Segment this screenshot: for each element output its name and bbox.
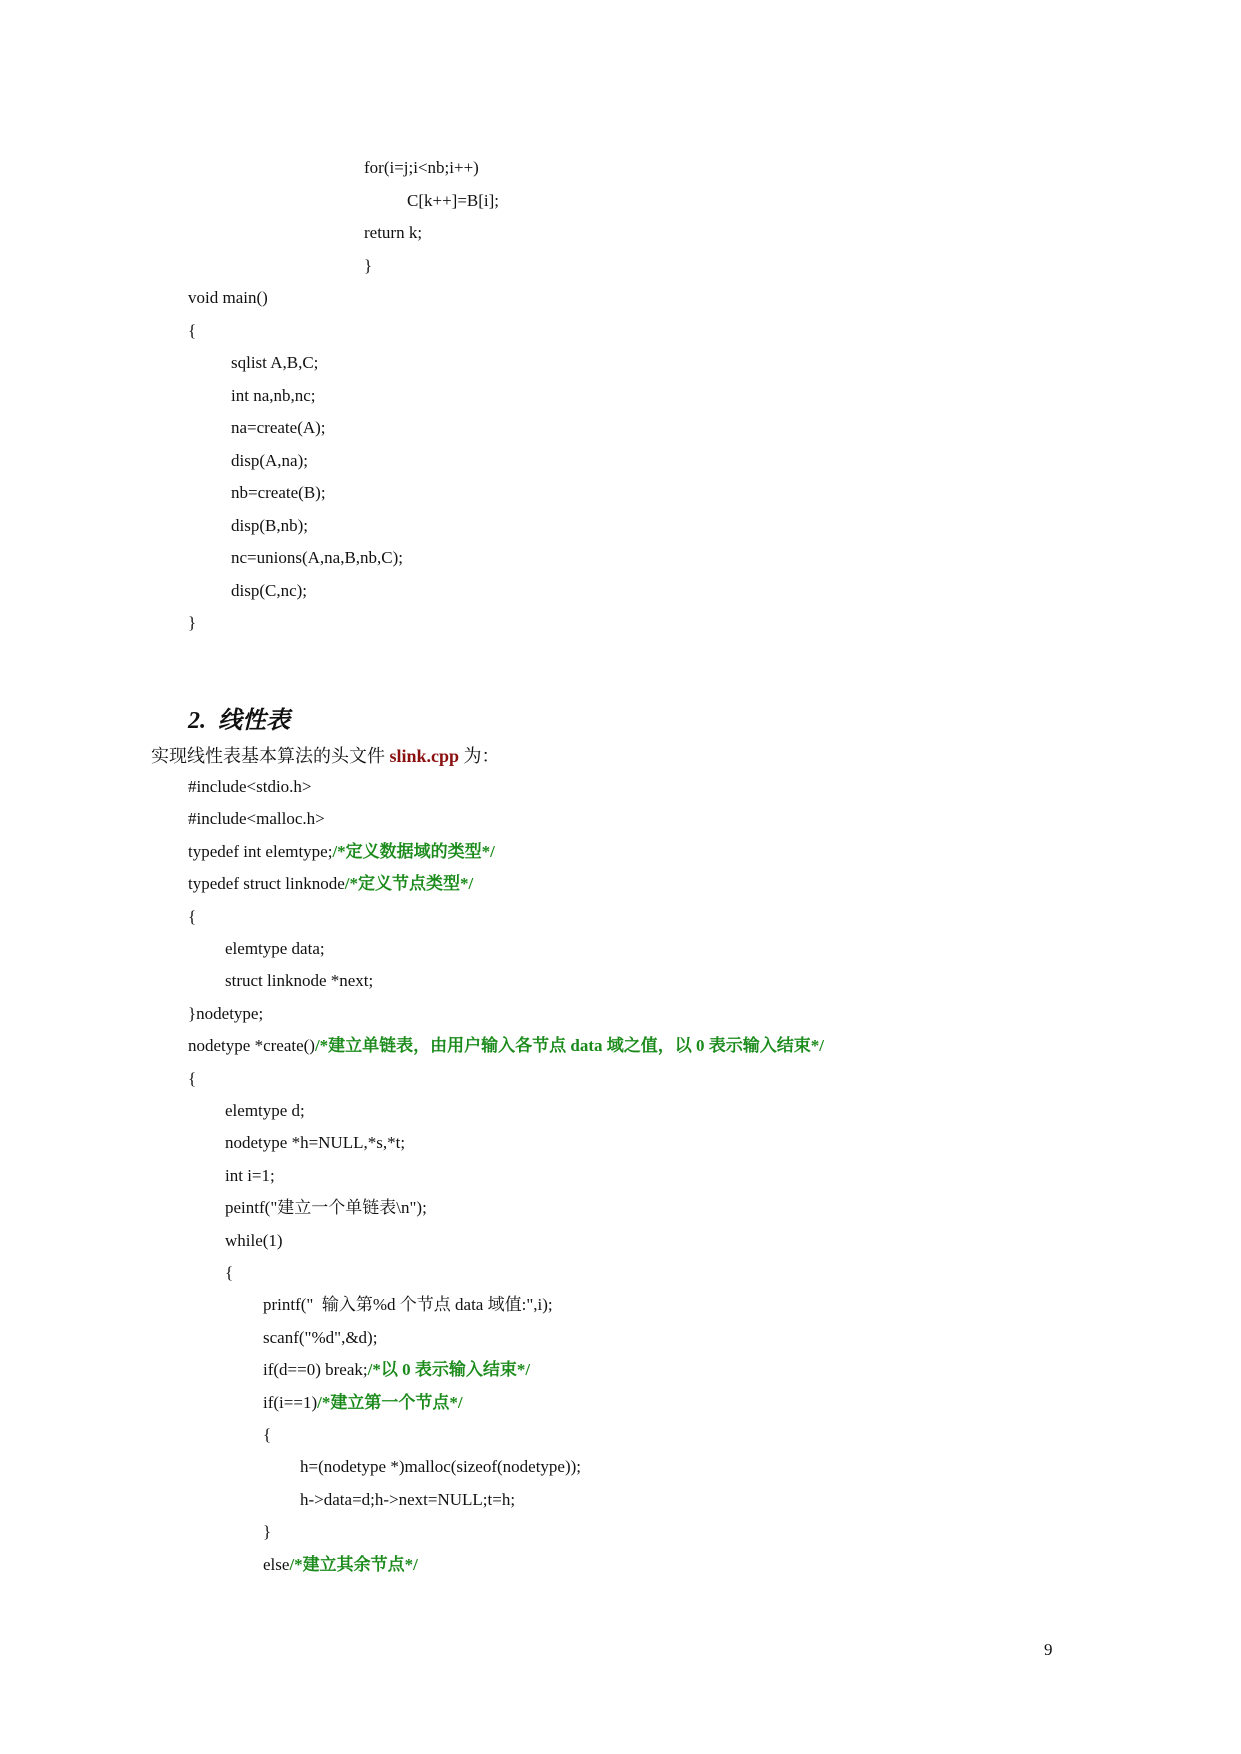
code-text: #include<malloc.h> <box>188 809 325 829</box>
code-line <box>188 902 196 932</box>
intro-line <box>151 741 500 771</box>
code-line <box>225 1161 275 1191</box>
code-line <box>407 186 499 216</box>
page-number: 9 <box>1044 1640 1053 1659</box>
code-line <box>364 218 422 248</box>
code-text: nb=create(B); <box>231 483 326 502</box>
code-text: typedef int elemtype; <box>188 841 333 861</box>
header-filename: slink.cpp <box>389 746 460 766</box>
code-text: disp(B,nb); <box>231 515 308 535</box>
code-text: if(d==0) break; <box>263 1360 368 1380</box>
code-line <box>188 283 268 313</box>
code-text: struct linknode *next; <box>225 971 374 991</box>
code-line <box>231 511 308 541</box>
code-line <box>263 1323 377 1353</box>
code-text: printf(" 输入第%d 个节点 data 域值:",i); <box>263 1295 553 1315</box>
code-line <box>263 1420 271 1450</box>
code-line <box>188 837 495 867</box>
code-line <box>263 1355 530 1385</box>
code-text: h->data=d;h->next=NULL;t=h; <box>300 1489 516 1509</box>
code-line <box>225 966 373 996</box>
intro-suffix: 为： <box>459 746 500 766</box>
code-line <box>364 251 372 281</box>
code-text: peintf("建立一个单链表\n"); <box>225 1198 427 1218</box>
code-text: nodetype *create() <box>188 1036 315 1056</box>
code-text: elemtype data; <box>225 939 325 958</box>
section-title: 线性表 <box>218 708 290 734</box>
code-line <box>225 1258 233 1288</box>
code-line <box>231 413 326 443</box>
code-text: C[k++]=B[i]; <box>407 190 500 210</box>
code-line <box>188 608 196 638</box>
code-line <box>231 478 326 508</box>
intro-prefix: 实现线性表基本算法的头文件 <box>151 746 390 766</box>
code-line <box>300 1452 581 1482</box>
code-line <box>188 316 196 346</box>
code-text: #include<stdio.h> <box>188 777 312 796</box>
code-text: sqlist A,B,C; <box>231 353 319 372</box>
code-text: disp(A,na); <box>231 450 308 470</box>
code-text: { <box>225 1263 234 1282</box>
code-text: nodetype *h=NULL,*s,*t; <box>225 1133 406 1153</box>
code-text: } <box>364 255 373 275</box>
code-line <box>225 1096 305 1126</box>
code-line <box>188 869 473 899</box>
code-text: int na,nb,nc; <box>231 385 316 405</box>
code-line <box>188 804 325 834</box>
code-comment: /*以 0 表示输入结束*/ <box>367 1360 531 1380</box>
code-line <box>188 772 312 802</box>
code-text: h=(nodetype *)malloc(sizeof(nodetype)); <box>300 1457 582 1477</box>
code-line <box>231 348 318 378</box>
code-text: return k; <box>364 223 423 242</box>
code-text: { <box>188 1068 197 1088</box>
code-line <box>364 153 479 183</box>
code-comment: /*建立其余节点*/ <box>289 1554 418 1574</box>
code-line <box>188 1031 824 1061</box>
code-text: int i=1; <box>225 1165 275 1185</box>
code-line <box>225 1226 283 1256</box>
code-text: if(i==1) <box>263 1392 318 1412</box>
code-line <box>263 1550 418 1580</box>
code-text: else <box>263 1554 290 1574</box>
code-text: } <box>263 1522 272 1542</box>
code-comment: /*定义数据域的类型*/ <box>332 841 495 861</box>
code-text: void main() <box>188 288 268 307</box>
code-line <box>263 1388 463 1418</box>
code-line <box>231 446 308 476</box>
code-text: disp(C,nc); <box>231 580 308 600</box>
code-line <box>225 1193 427 1223</box>
code-line <box>231 381 316 411</box>
code-text: nc=unions(A,na,B,nb,C); <box>231 548 404 567</box>
code-text: for(i=j;i<nb;i++) <box>364 158 479 177</box>
code-text: } <box>188 613 197 632</box>
code-line <box>188 1064 196 1094</box>
code-text: elemtype d; <box>225 1101 305 1120</box>
code-line <box>231 543 403 573</box>
code-line <box>225 1128 405 1158</box>
code-line <box>188 999 263 1029</box>
code-text: scanf("%d",&d); <box>263 1327 378 1347</box>
code-line <box>263 1517 271 1547</box>
code-line <box>263 1290 553 1320</box>
code-line <box>300 1485 515 1515</box>
section-heading <box>188 704 290 738</box>
code-text: { <box>188 906 197 926</box>
code-comment: /*建立单链表，由用户输入各节点 data 域之值，以 0 表示输入结束*/ <box>314 1036 825 1056</box>
code-comment: /*建立第一个节点*/ <box>317 1392 463 1412</box>
code-comment: /*定义节点类型*/ <box>344 874 474 894</box>
code-text: { <box>263 1425 272 1444</box>
code-text: while(1) <box>225 1230 283 1250</box>
code-line <box>231 576 307 606</box>
code-text: na=create(A); <box>231 418 326 437</box>
code-text: }nodetype; <box>188 1003 264 1023</box>
section-number: 2. <box>188 708 206 734</box>
code-line <box>225 934 325 964</box>
code-text: { <box>188 320 197 340</box>
code-text: typedef struct linknode <box>188 874 345 894</box>
